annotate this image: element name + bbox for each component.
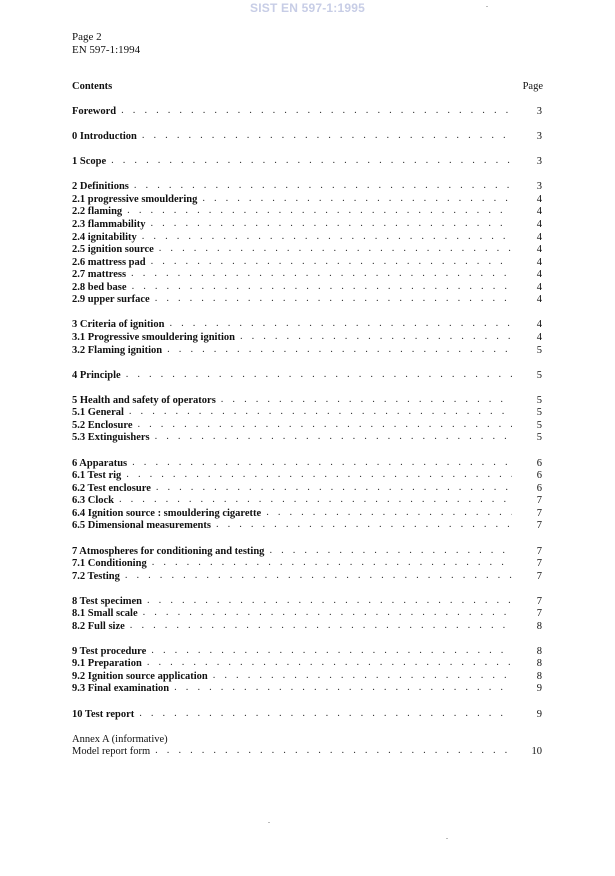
- toc-entry-page: 3: [536, 131, 542, 142]
- toc-entry-title: 2.9 upper surface: [72, 294, 150, 305]
- toc-entry-page: 10: [531, 746, 542, 757]
- toc-entry-title: 3.1 Progressive smouldering ignition: [72, 332, 235, 343]
- dot-leader: [137, 419, 512, 431]
- toc-entry-title: 2 Definitions: [72, 181, 129, 192]
- toc-entry-page: 5: [536, 345, 542, 356]
- toc-entry-page: 7: [536, 571, 542, 582]
- toc-entry-title: 5.2 Enclosure: [72, 420, 133, 431]
- dot-leader: [132, 457, 512, 469]
- dot-leader: [151, 218, 513, 230]
- toc-entry: [72, 558, 542, 570]
- dot-leader: [216, 519, 512, 531]
- toc-entry-title: 5 Health and safety of operators: [72, 395, 216, 406]
- dot-leader: [213, 670, 512, 682]
- toc-entry: [72, 608, 542, 620]
- toc-entry-page: 4: [536, 194, 542, 205]
- toc-entry-title: Model report form: [72, 746, 151, 757]
- toc-entry-page: 3: [536, 156, 542, 167]
- toc-entry-title: 8.2 Full size: [72, 621, 125, 632]
- dot-leader: [119, 494, 512, 506]
- toc-entry-title: 9 Test procedure: [72, 646, 147, 657]
- dot-leader: [127, 205, 512, 217]
- toc-entry-title: 2.6 mattress pad: [72, 257, 146, 268]
- toc-entry-title: 9.3 Final examination: [72, 683, 170, 694]
- toc-entry-page: 7: [536, 558, 542, 569]
- toc-entry-title: 6 Apparatus: [72, 458, 128, 469]
- toc-entry-title: 7.2 Testing: [72, 571, 120, 582]
- toc-entry: [72, 520, 542, 532]
- dot-leader: [125, 570, 512, 582]
- dot-leader: [126, 369, 512, 381]
- dot-leader: [132, 281, 512, 293]
- toc-entry-title: 2.7 mattress: [72, 269, 127, 280]
- toc-entry-page: 8: [536, 671, 542, 682]
- toc-entry: [72, 206, 542, 218]
- dot-leader: [142, 130, 512, 142]
- scan-speck: [446, 838, 448, 839]
- toc-entry-page: 6: [536, 470, 542, 481]
- dot-leader: [169, 318, 512, 330]
- toc-entry-page: 4: [536, 257, 542, 268]
- toc-entry: [72, 319, 542, 331]
- toc-entry-title: 0 Introduction: [72, 131, 137, 142]
- toc-entry-title: 2.3 flammability: [72, 219, 146, 230]
- toc-entry: [72, 658, 542, 670]
- toc-entry-title: 1 Scope: [72, 156, 107, 167]
- toc-entry-title: 6.5 Dimensional measurements: [72, 520, 211, 531]
- toc-entry-page: 6: [536, 483, 542, 494]
- toc-entry-title: 4 Principle: [72, 370, 121, 381]
- toc-entry-page: 4: [536, 206, 542, 217]
- toc-entry-page: 7: [536, 596, 542, 607]
- dot-leader: [159, 243, 512, 255]
- toc-entry: [72, 345, 542, 357]
- dot-leader: [142, 231, 512, 243]
- toc-entry-page: 4: [536, 319, 542, 330]
- toc-entry-title: 7.1 Conditioning: [72, 558, 147, 569]
- dot-leader: [147, 657, 512, 669]
- toc-entry-page: 3: [536, 106, 542, 117]
- standard-number: EN 597-1:1994: [72, 44, 141, 56]
- toc-entry: [72, 746, 542, 758]
- toc-entry-page: 9: [536, 709, 542, 720]
- toc-entry-title: 6.1 Test rig: [72, 470, 122, 481]
- scan-speck: [486, 6, 488, 7]
- toc-entry-title: 3.2 Flaming ignition: [72, 345, 163, 356]
- page-number: Page 2: [72, 31, 102, 43]
- toc-entry: [72, 244, 542, 256]
- toc-entry-page: 8: [536, 658, 542, 669]
- toc-entry-title: 6.4 Ignition source : smouldering cigarette: [72, 508, 262, 519]
- dot-leader: [202, 193, 512, 205]
- toc-entry-title: 2.8 bed base: [72, 282, 127, 293]
- toc-entry-title: 3 Criteria of ignition: [72, 319, 165, 330]
- toc-entry: [72, 571, 542, 583]
- contents-heading: [72, 81, 543, 93]
- toc-entry-title: 5.1 General: [72, 407, 124, 418]
- dot-leader: [155, 431, 512, 443]
- toc-entry-page: 4: [536, 232, 542, 243]
- toc-entry: [72, 219, 542, 231]
- dot-leader: [155, 293, 512, 305]
- toc-entry: [72, 332, 542, 344]
- toc-entry-title: 9.2 Ignition source application: [72, 671, 208, 682]
- toc-entry-title: 8.1 Small scale: [72, 608, 138, 619]
- dot-leader: [266, 507, 512, 519]
- toc-entry: [72, 181, 542, 193]
- dot-leader: [131, 268, 512, 280]
- toc-entry-page: 7: [536, 495, 542, 506]
- toc-entry-title: 6.3 Clock: [72, 495, 114, 506]
- toc-entry-page: 8: [536, 646, 542, 657]
- toc-entry: [72, 156, 542, 168]
- toc-entry-page: 8: [536, 621, 542, 632]
- toc-entry-page: 4: [536, 219, 542, 230]
- toc-entry: [72, 269, 542, 281]
- toc-entry-page: 5: [536, 395, 542, 406]
- dot-leader: [134, 180, 512, 192]
- toc-entry: [72, 106, 542, 118]
- dot-leader: [156, 482, 512, 494]
- dot-leader: [129, 406, 512, 418]
- toc-entry: [72, 432, 542, 444]
- dot-leader: [155, 745, 512, 757]
- toc-entry-page: 4: [536, 282, 542, 293]
- dot-leader: [121, 105, 512, 117]
- toc-entry-page: 7: [536, 608, 542, 619]
- toc-entry-title: 5.3 Extinguishers: [72, 432, 150, 443]
- watermark: SIST EN 597-1:1995: [250, 1, 365, 15]
- toc-entry-page: 9: [536, 683, 542, 694]
- dot-leader: [151, 645, 512, 657]
- dot-leader: [221, 394, 512, 406]
- dot-leader: [111, 155, 512, 167]
- toc-entry-title: Foreword: [72, 106, 117, 117]
- dot-leader: [130, 620, 512, 632]
- dot-leader: [126, 469, 512, 481]
- contents-title: Contents: [72, 81, 113, 92]
- toc-entry-page: 4: [536, 269, 542, 280]
- dot-leader: [147, 595, 512, 607]
- toc-entry-title: 7 Atmospheres for conditioning and testing: [72, 546, 265, 557]
- toc-entry-page: 4: [536, 294, 542, 305]
- toc-entry: [72, 495, 542, 507]
- toc-entry-title: 2.5 ignition source: [72, 244, 154, 255]
- toc-entry: [72, 294, 542, 306]
- toc-entry-page: 7: [536, 520, 542, 531]
- toc-entry-page: 7: [536, 546, 542, 557]
- toc-entry-page: 6: [536, 458, 542, 469]
- toc-entry-page: 4: [536, 244, 542, 255]
- toc-entry-page: 5: [536, 432, 542, 443]
- toc-entry-page: 3: [536, 181, 542, 192]
- toc-entry-title: 9.1 Preparation: [72, 658, 142, 669]
- toc-entry: [72, 131, 542, 143]
- toc-entry: [72, 709, 542, 721]
- dot-leader: [174, 682, 512, 694]
- toc-entry-page: 5: [536, 407, 542, 418]
- dot-leader: [152, 557, 512, 569]
- toc-entry-title: 2.2 flaming: [72, 206, 123, 217]
- toc-entry-title: 10 Test report: [72, 709, 135, 720]
- annex-title: Annex A (informative): [72, 734, 168, 745]
- toc-entry-title: 2.1 progressive smouldering: [72, 194, 198, 205]
- toc-entry-title: 8 Test specimen: [72, 596, 143, 607]
- toc-entry-page: 5: [536, 370, 542, 381]
- toc-entry: [72, 621, 542, 633]
- dot-leader: [151, 256, 512, 268]
- toc-entry: [72, 407, 542, 419]
- toc-entry: [72, 470, 542, 482]
- dot-leader: [167, 344, 512, 356]
- dot-leader: [240, 331, 512, 343]
- toc-entry: [72, 370, 542, 382]
- dot-leader: [143, 607, 512, 619]
- toc-entry-page: 5: [536, 420, 542, 431]
- page-header: [72, 31, 140, 57]
- dot-leader: [269, 545, 512, 557]
- scan-speck: [268, 822, 270, 823]
- toc-entry-page: 7: [536, 508, 542, 519]
- toc-entry: [72, 683, 542, 695]
- toc-entry-title: 6.2 Test enclosure: [72, 483, 151, 494]
- dot-leader: [139, 708, 512, 720]
- page-column-label: Page: [522, 81, 543, 92]
- toc-entry-title: 2.4 ignitability: [72, 232, 137, 243]
- toc-entry-page: 4: [536, 332, 542, 343]
